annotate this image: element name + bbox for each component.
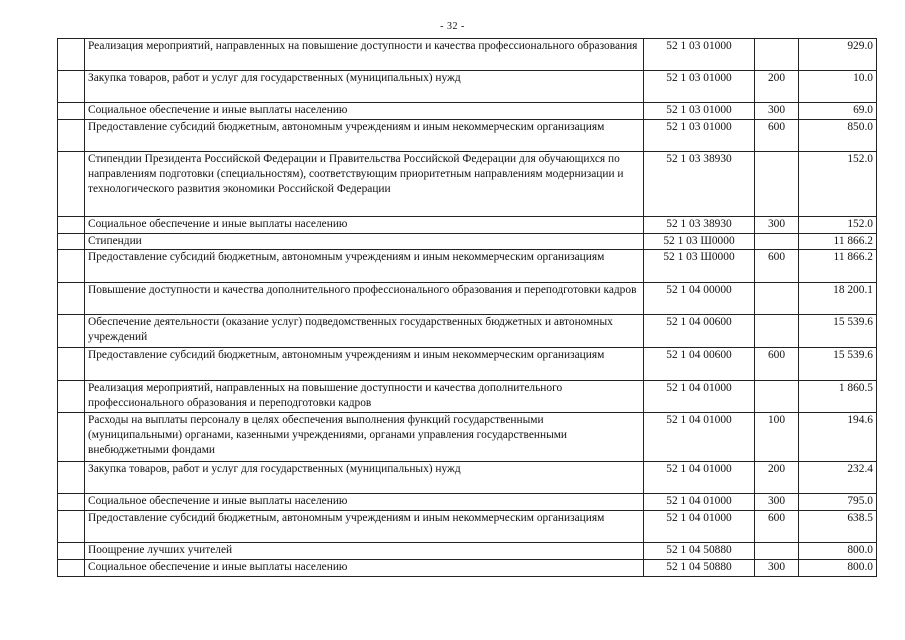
- amount-cell: 152.0: [799, 217, 877, 234]
- expense-type-cell: 600: [755, 120, 799, 152]
- amount-cell: 10.0: [799, 71, 877, 103]
- expense-type-cell: 200: [755, 71, 799, 103]
- row-number-cell: [58, 120, 85, 152]
- amount-cell: 15 539.6: [799, 315, 877, 348]
- amount-cell: 15 539.6: [799, 348, 877, 381]
- row-number-cell: [58, 71, 85, 103]
- row-number-cell: [58, 217, 85, 234]
- expense-name-cell: Стипендии: [85, 234, 644, 250]
- row-number-cell: [58, 494, 85, 511]
- table-row: [58, 413, 877, 462]
- expense-type-cell: [755, 381, 799, 413]
- expense-type-cell: 300: [755, 103, 799, 120]
- amount-cell: 194.6: [799, 413, 877, 462]
- row-number-cell: [58, 250, 85, 283]
- amount-cell: 1 860.5: [799, 381, 877, 413]
- amount-cell: 800.0: [799, 543, 877, 560]
- expense-type-cell: [755, 234, 799, 250]
- row-number-cell: [58, 152, 85, 217]
- target-code-cell: 52 1 03 01000: [644, 39, 755, 71]
- target-code-cell: 52 1 04 01000: [644, 462, 755, 494]
- row-number-cell: [58, 511, 85, 543]
- row-number-cell: [58, 462, 85, 494]
- expense-type-cell: [755, 152, 799, 217]
- expense-name-cell: Социальное обеспечение и иные выплаты населению: [85, 103, 644, 120]
- expense-name-cell: Обеспечение деятельности (оказание услуг) подведомственных государственных бюджетных и автономных учреждений: [85, 315, 644, 348]
- row-number-cell: [58, 348, 85, 381]
- row-number-cell: [58, 413, 85, 462]
- amount-cell: 638.5: [799, 511, 877, 543]
- target-code-cell: 52 1 03 38930: [644, 217, 755, 234]
- expense-type-cell: [755, 315, 799, 348]
- amount-cell: 11 866.2: [799, 234, 877, 250]
- table-row: [58, 234, 877, 250]
- expense-type-cell: [755, 543, 799, 560]
- table-row: [58, 250, 877, 283]
- expense-name-cell: Закупка товаров, работ и услуг для государственных (муниципальных) нужд: [85, 71, 644, 103]
- target-code-cell: 52 1 04 01000: [644, 511, 755, 543]
- expense-type-cell: 300: [755, 494, 799, 511]
- target-code-cell: 52 1 04 01000: [644, 494, 755, 511]
- expense-type-cell: [755, 283, 799, 315]
- expense-name-cell: Расходы на выплаты персоналу в целях обеспечения выполнения функций государственными (муниципальными) органами, казенными учреждениями, органами управления государственными внебюджетными фондами: [85, 413, 644, 462]
- table-row: [58, 39, 877, 71]
- amount-cell: 232.4: [799, 462, 877, 494]
- expense-name-cell: Социальное обеспечение и иные выплаты населению: [85, 494, 644, 511]
- row-number-cell: [58, 543, 85, 560]
- target-code-cell: 52 1 04 01000: [644, 381, 755, 413]
- amount-cell: 152.0: [799, 152, 877, 217]
- expense-name-cell: Предоставление субсидий бюджетным, автономным учреждениям и иным некоммерческим организациям: [85, 250, 644, 283]
- target-code-cell: 52 1 04 01000: [644, 413, 755, 462]
- expense-type-cell: 600: [755, 348, 799, 381]
- target-code-cell: 52 1 04 50880: [644, 543, 755, 560]
- amount-cell: 850.0: [799, 120, 877, 152]
- expense-type-cell: 200: [755, 462, 799, 494]
- expense-name-cell: Предоставление субсидий бюджетным, автономным учреждениям и иным некоммерческим организациям: [85, 348, 644, 381]
- expense-name-cell: Социальное обеспечение и иные выплаты населению: [85, 560, 644, 577]
- amount-cell: 929.0: [799, 39, 877, 71]
- expense-type-cell: [755, 39, 799, 71]
- amount-cell: 11 866.2: [799, 250, 877, 283]
- expense-name-cell: Стипендии Президента Российской Федерации и Правительства Российской Федерации для обучающихся по направлениям подготовки (специальностям), соответствующим приоритетным направлениям модернизации и технологического развития экономики Российской Федерации: [85, 152, 644, 217]
- expense-name-cell: Закупка товаров, работ и услуг для государственных (муниципальных) нужд: [85, 462, 644, 494]
- row-number-cell: [58, 315, 85, 348]
- row-number-cell: [58, 103, 85, 120]
- amount-cell: 800.0: [799, 560, 877, 577]
- table-row: [58, 381, 877, 413]
- target-code-cell: 52 1 04 00600: [644, 348, 755, 381]
- table-row: [58, 494, 877, 511]
- expense-name-cell: Повышение доступности и качества дополнительного профессионального образования и переподготовки кадров: [85, 283, 644, 315]
- target-code-cell: 52 1 03 01000: [644, 120, 755, 152]
- expense-name-cell: Реализация мероприятий, направленных на повышение доступности и качества дополнительного профессионального образования и переподготовки кадров: [85, 381, 644, 413]
- target-code-cell: 52 1 03 Ш0000: [644, 250, 755, 283]
- target-code-cell: 52 1 04 00600: [644, 315, 755, 348]
- expense-name-cell: Социальное обеспечение и иные выплаты населению: [85, 217, 644, 234]
- table-row: [58, 71, 877, 103]
- amount-cell: 69.0: [799, 103, 877, 120]
- table-row: [58, 511, 877, 543]
- row-number-cell: [58, 39, 85, 71]
- target-code-cell: 52 1 04 00000: [644, 283, 755, 315]
- row-number-cell: [58, 283, 85, 315]
- row-number-cell: [58, 234, 85, 250]
- amount-cell: 18 200.1: [799, 283, 877, 315]
- table-row: [58, 152, 877, 217]
- expense-type-cell: 300: [755, 217, 799, 234]
- table-row: [58, 543, 877, 560]
- expense-type-cell: 600: [755, 511, 799, 543]
- table-row: [58, 560, 877, 577]
- expense-type-cell: 600: [755, 250, 799, 283]
- expense-name-cell: Предоставление субсидий бюджетным, автономным учреждениям и иным некоммерческим организациям: [85, 120, 644, 152]
- expense-name-cell: Предоставление субсидий бюджетным, автономным учреждениям и иным некоммерческим организациям: [85, 511, 644, 543]
- table-row: [58, 283, 877, 315]
- target-code-cell: 52 1 04 50880: [644, 560, 755, 577]
- target-code-cell: 52 1 03 01000: [644, 71, 755, 103]
- row-number-cell: [58, 560, 85, 577]
- table-row: [58, 462, 877, 494]
- budget-table-body: [58, 39, 877, 577]
- amount-cell: 795.0: [799, 494, 877, 511]
- table-row: [58, 120, 877, 152]
- table-row: [58, 103, 877, 120]
- target-code-cell: 52 1 03 01000: [644, 103, 755, 120]
- expense-type-cell: 100: [755, 413, 799, 462]
- page-number: - 32 -: [440, 21, 465, 32]
- table-row: [58, 217, 877, 234]
- table-row: [58, 315, 877, 348]
- expense-name-cell: Поощрение лучших учителей: [85, 543, 644, 560]
- table-row: [58, 348, 877, 381]
- target-code-cell: 52 1 03 38930: [644, 152, 755, 217]
- budget-table: [57, 38, 877, 577]
- expense-type-cell: 300: [755, 560, 799, 577]
- expense-name-cell: Реализация мероприятий, направленных на повышение доступности и качества профессионального образования: [85, 39, 644, 71]
- row-number-cell: [58, 381, 85, 413]
- target-code-cell: 52 1 03 Ш0000: [644, 234, 755, 250]
